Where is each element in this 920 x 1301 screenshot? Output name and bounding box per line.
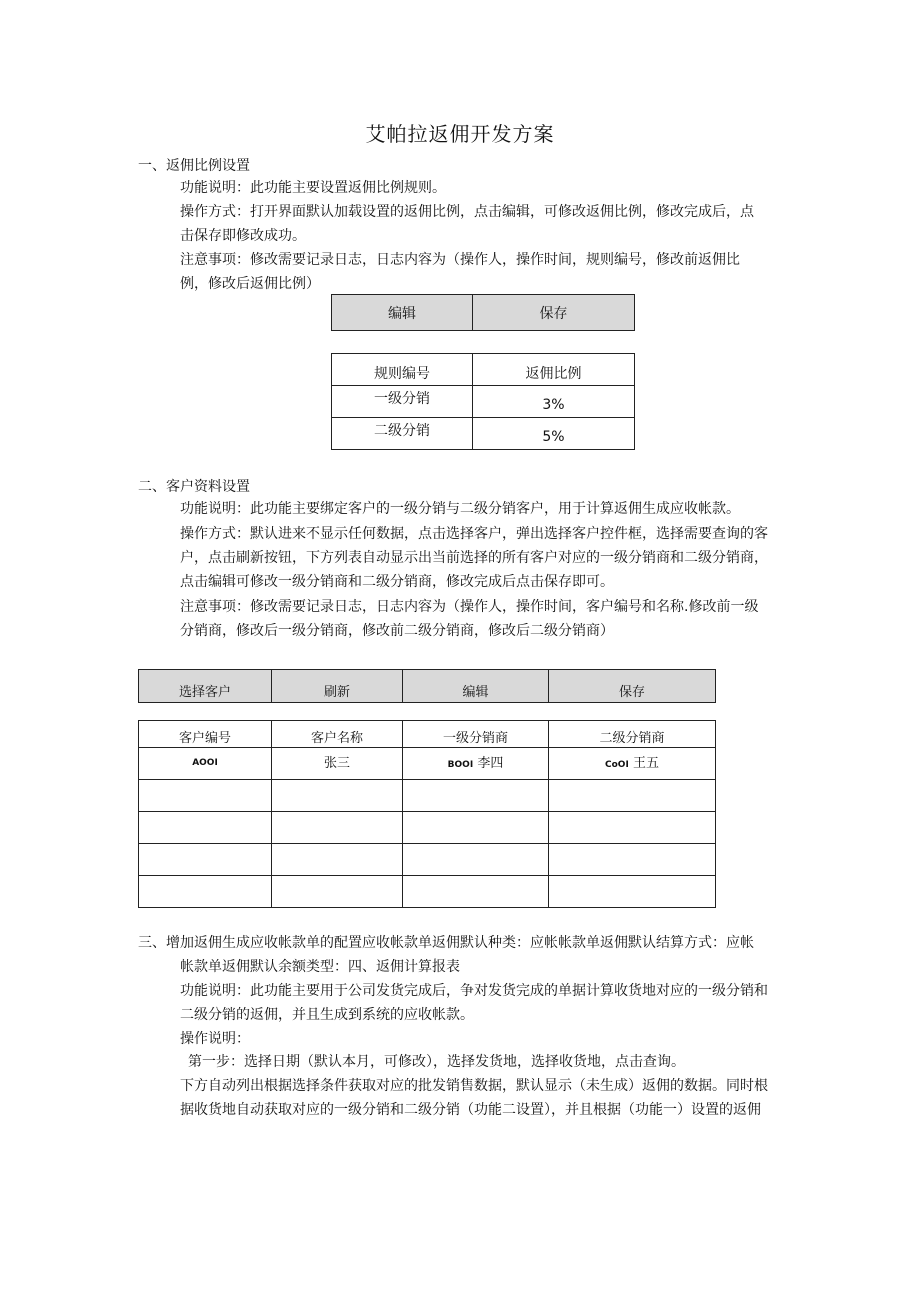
s3-para-line-1: 下方自动列出根据选择条件获取对应的批发销售数据，默认显示（未生成）返佣的数据。同时根 — [180, 1078, 768, 1094]
col-customer-name: 客户名称 — [272, 721, 403, 748]
s3-func-line-1: 功能说明：此功能主要用于公司发货完成后，争对发货完成的单据计算收货地对应的一级分销和 — [180, 983, 768, 999]
edit-button[interactable]: 编辑 — [332, 295, 473, 331]
s2-op-line-2: 户，点击刷新按钮，下方列表自动显示出当前选择的所有客户对应的一级分销商和二级分销商， — [180, 550, 768, 566]
s3-step-1: 第一步：选择日期（默认本月，可修改），选择发货地，选择收货地，点击查询。 — [188, 1054, 685, 1070]
col-rule-code: 规则编号 — [332, 354, 473, 386]
s3-heading-line-1: 三、增加返佣生成应收帐款单的配置应收帐款单返佣默认种类：应帐帐款单返佣默认结算方式：应帐 — [138, 935, 754, 951]
s1-func-text: 功能说明：此功能主要设置返佣比例规则。 — [180, 180, 446, 196]
s1-toolbar — [331, 294, 635, 331]
s1-note-line-1: 注意事项：修改需要记录日志，日志内容为（操作人，操作时间，规则编号，修改前返佣比 — [180, 252, 740, 268]
table-row — [332, 386, 635, 418]
save-button[interactable]: 保存 — [549, 670, 716, 703]
s1-note-line-2: 例，修改后返佣比例） — [180, 276, 320, 292]
col-level2-distributor: 二级分销商 — [549, 721, 716, 748]
level2-distributor-cell: CoOI 王五 — [549, 748, 716, 780]
s1-op-line-2: 击保存即修改成功。 — [180, 228, 306, 244]
col-rebate-rate: 返佣比例 — [473, 354, 635, 386]
table-row — [139, 812, 716, 844]
table-row — [139, 780, 716, 812]
section-2-heading: 二、客户资料设置 — [138, 479, 250, 495]
table-row — [139, 844, 716, 876]
table-header-row — [332, 354, 635, 386]
rule-name-cell: 二级分销 — [332, 418, 473, 450]
s2-op-line-1: 操作方式：默认进来不显示任何数据，点击选择客户，弹出选择客户控件框，选择需要查询的客 — [180, 526, 768, 542]
table-row — [139, 748, 716, 780]
s2-note-line-1: 注意事项：修改需要记录日志，日志内容为（操作人，操作时间，客户编号和名称.修改前一级 — [180, 599, 759, 615]
s2-toolbar — [138, 669, 716, 703]
col-level1-distributor: 一级分销商 — [403, 721, 549, 748]
rule-rate-cell: 5% — [473, 418, 635, 450]
customer-distributor-table — [138, 720, 716, 908]
s1-op-line-1: 操作方式：打开界面默认加载设置的返佣比例，点击编辑，可修改返佣比例，修改完成后，点 — [180, 204, 754, 220]
s3-para-line-2: 据收货地自动获取对应的一级分销和二级分销（功能二设置），并且根据（功能一）设置的返佣 — [180, 1102, 761, 1118]
table-row — [332, 418, 635, 450]
s3-func-line-2: 二级分销的返佣，并且生成到系统的应收帐款。 — [180, 1007, 474, 1023]
col-customer-code: 客户编号 — [139, 721, 272, 748]
s2-func-text: 功能说明：此功能主要绑定客户的一级分销与二级分销客户，用于计算返佣生成应收帐款。 — [180, 501, 740, 517]
s2-note-line-2: 分销商，修改后一级分销商，修改前二级分销商，修改后二级分销商） — [180, 623, 614, 639]
customer-code-cell: AOOI — [139, 748, 272, 780]
s2-op-line-3: 点击编辑可修改一级分销商和二级分销商，修改完成后点击保存即可。 — [180, 574, 614, 590]
page-title: 艾帕拉返佣开发方案 — [365, 122, 555, 146]
save-button[interactable]: 保存 — [473, 295, 635, 331]
s3-heading-line-2: 帐款单返佣默认余额类型：四、返佣计算报表 — [180, 959, 460, 975]
customer-name-cell: 张三 — [272, 748, 403, 780]
s3-op-label: 操作说明： — [180, 1031, 250, 1047]
rule-name-cell: 一级分销 — [332, 386, 473, 418]
section-1-heading: 一、返佣比例设置 — [138, 158, 250, 174]
table-header-row — [139, 721, 716, 748]
level1-distributor-cell: BOOI 李四 — [403, 748, 549, 780]
rule-rate-cell: 3% — [473, 386, 635, 418]
table-row — [139, 876, 716, 908]
refresh-button[interactable]: 刷新 — [272, 670, 403, 703]
select-customer-button[interactable]: 选择客户 — [139, 670, 272, 703]
rebate-rule-table — [331, 353, 635, 450]
edit-button[interactable]: 编辑 — [403, 670, 549, 703]
